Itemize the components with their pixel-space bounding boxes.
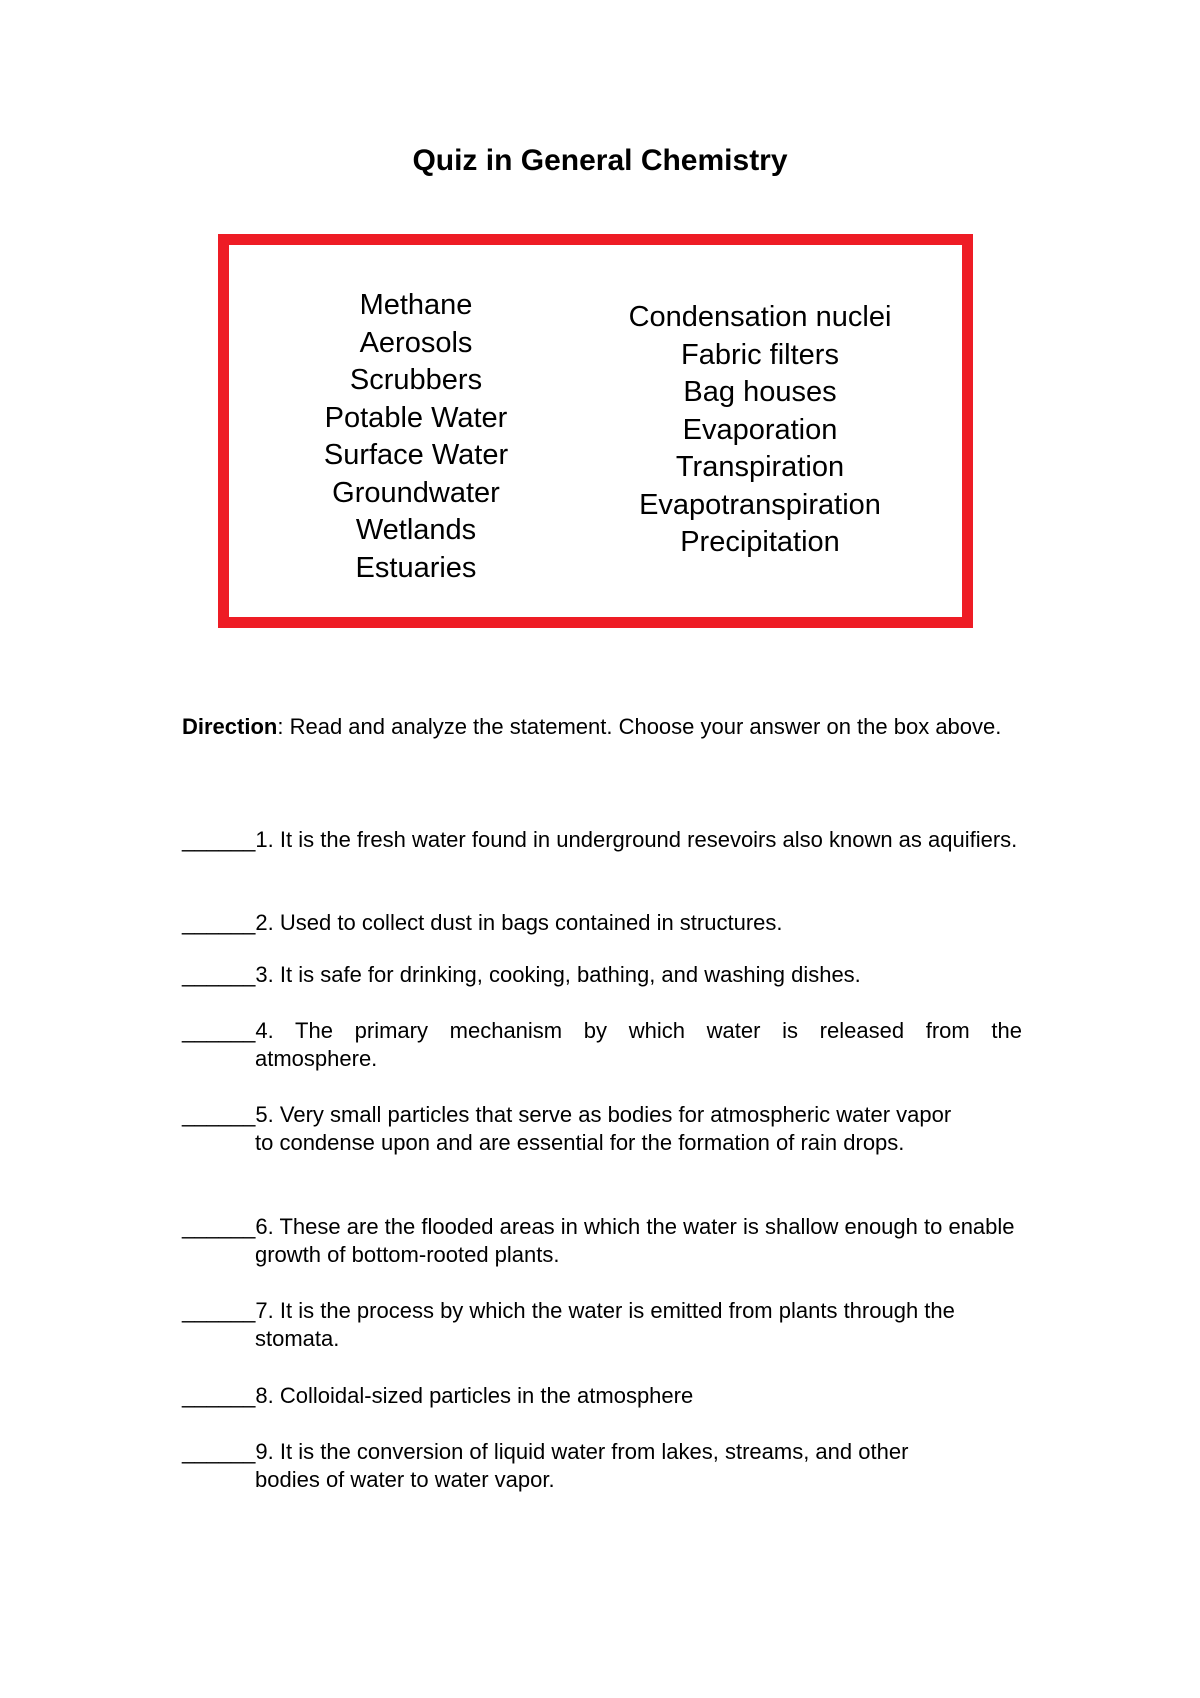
question-text: It is safe for drinking, cooking, bathing, and washing dishes. <box>273 962 861 987</box>
word-item: Groundwater <box>332 476 500 509</box>
word-item: Fabric filters <box>681 338 839 371</box>
question-number: 1. <box>255 827 274 852</box>
question-number: 9. <box>255 1439 274 1464</box>
page-title: Quiz in General Chemistry <box>412 144 788 177</box>
question-number: 6. <box>255 1214 274 1239</box>
question-text: Colloidal-sized particles in the atmosphere <box>273 1383 694 1408</box>
question-item <box>182 1297 1022 1353</box>
word-list-right <box>575 299 945 562</box>
question-text: Very small particles that serve as bodies for atmospheric water vapor to condense upon and are essential for the formation of rain drops. <box>255 1102 952 1155</box>
word-item: Precipitation <box>680 526 840 558</box>
question-number: 7. <box>255 1298 274 1323</box>
word-item: Evaporation <box>682 413 838 446</box>
question-text: The primary mechanism by which water is released from the atmosphere. <box>255 1018 1022 1071</box>
answer-blank[interactable]: ______ <box>182 1439 256 1464</box>
question-text: It is the fresh water found in underground resevoirs also known as aquifiers. <box>273 827 1018 852</box>
answer-blank[interactable]: ______ <box>182 1214 256 1239</box>
question-number: 4. <box>255 1018 274 1043</box>
word-item: Methane <box>359 289 473 321</box>
question-item <box>182 1213 1022 1269</box>
word-list-left <box>257 287 575 587</box>
word-item: Aerosols <box>359 326 473 359</box>
answer-blank[interactable]: ______ <box>182 827 256 852</box>
question-text: It is the conversion of liquid water from lakes, streams, and other bodies of water to water vapor. <box>255 1439 909 1492</box>
answer-blank[interactable]: ______ <box>182 1383 256 1408</box>
answer-blank[interactable]: ______ <box>182 910 256 935</box>
question-text: It is the process by which the water is emitted from plants through the stomata. <box>255 1298 955 1351</box>
word-item: Transpiration <box>675 451 845 483</box>
question-item <box>182 826 1022 854</box>
question-item <box>182 1017 1022 1073</box>
word-item: Evapotranspiration <box>639 488 881 521</box>
question-item <box>182 1438 1022 1494</box>
answer-blank[interactable]: ______ <box>182 1298 256 1323</box>
question-number: 5. <box>255 1102 274 1127</box>
direction-paragraph <box>182 713 1022 741</box>
word-item: Scrubbers <box>349 364 483 396</box>
question-number: 2. <box>255 910 274 935</box>
question-item <box>182 961 1022 989</box>
question-item <box>182 1101 1022 1157</box>
question-text: Used to collect dust in bags contained in structures. <box>273 910 783 935</box>
answer-blank[interactable]: ______ <box>182 962 256 987</box>
answer-blank[interactable]: ______ <box>182 1018 256 1043</box>
word-item: Surface Water <box>323 439 509 471</box>
direction-text: : Read and analyze the statement. Choose your answer on the box above. <box>277 714 1002 739</box>
word-item: Condensation nuclei <box>628 301 892 333</box>
word-item: Potable Water <box>324 401 508 434</box>
question-item <box>182 1382 1022 1410</box>
question-number: 3. <box>255 962 274 987</box>
word-item: Wetlands <box>355 514 477 546</box>
direction-label: Direction <box>182 714 278 739</box>
question-item <box>182 909 1022 937</box>
question-number: 8. <box>255 1383 274 1408</box>
word-item: Estuaries <box>355 551 477 584</box>
answer-word-box <box>218 234 973 628</box>
question-text: These are the flooded areas in which the water is shallow enough to enable growth of bottom-rooted plants. <box>255 1214 1015 1267</box>
word-item: Bag houses <box>683 376 837 408</box>
answer-blank[interactable]: ______ <box>182 1102 256 1127</box>
